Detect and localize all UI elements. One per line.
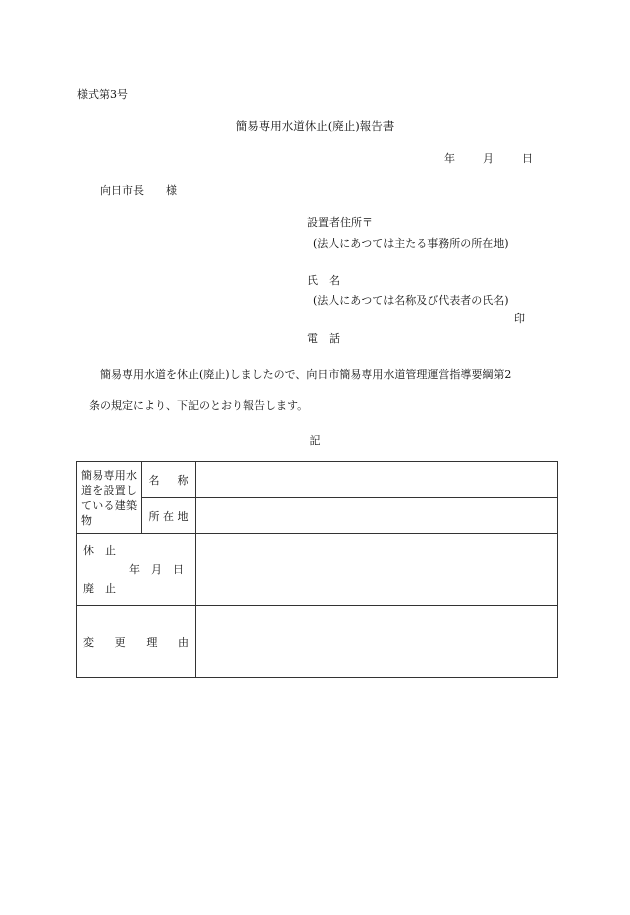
suspend-label: 休 止 <box>83 544 116 557</box>
date-line <box>444 150 533 166</box>
seal-mark: 印 <box>514 312 525 325</box>
reason-value-cell[interactable] <box>196 606 558 678</box>
location-label: 所 在 地 <box>142 498 196 534</box>
date-month: 月 <box>483 152 494 165</box>
period-cell <box>77 534 196 606</box>
table-row <box>77 534 558 606</box>
applicant-address-note: (法人にあつては主たる事務所の所在地) <box>313 237 509 250</box>
name-label-a: 名 <box>148 473 160 487</box>
period-value-cell[interactable] <box>196 534 558 606</box>
applicant-name-label: 氏 名 <box>307 274 340 287</box>
name-label <box>142 462 196 498</box>
body-text-line-1: 簡易専用水道を休止(廃止)しましたので、向日市簡易専用水道管理運営指導要綱第2 <box>100 368 512 381</box>
table-row <box>77 462 558 498</box>
table-row <box>77 606 558 678</box>
date-year: 年 <box>444 152 455 165</box>
record-table <box>76 461 558 678</box>
reason-label: 変更理由 <box>77 606 196 678</box>
document-title: 簡易専用水道休止(廃止)報告書 <box>235 119 395 133</box>
body-text-line-2: 条の規定により、下記のとおり報告します。 <box>89 399 309 412</box>
table-row <box>77 498 558 534</box>
period-date-label: 年 月 日 <box>129 563 184 576</box>
form-number: 様式第3号 <box>77 88 128 101</box>
ki-heading: 記 <box>309 434 321 447</box>
applicant-name-note: (法人にあつては名称及び代表者の氏名) <box>313 294 509 307</box>
name-value-cell[interactable] <box>196 462 558 498</box>
addressee-name: 向日市長 <box>100 184 144 197</box>
name-label-b: 称 <box>177 473 189 487</box>
location-value-cell[interactable] <box>196 498 558 534</box>
addressee <box>100 182 177 198</box>
applicant-tel-label: 電 話 <box>307 332 340 345</box>
building-label: 簡易専用水道を設置している建築物 <box>77 462 142 534</box>
applicant-address-label: 設置者住所〒 <box>307 216 373 229</box>
abolish-label: 廃 止 <box>83 582 116 595</box>
date-day: 日 <box>522 152 533 165</box>
addressee-honorific: 様 <box>166 184 177 197</box>
